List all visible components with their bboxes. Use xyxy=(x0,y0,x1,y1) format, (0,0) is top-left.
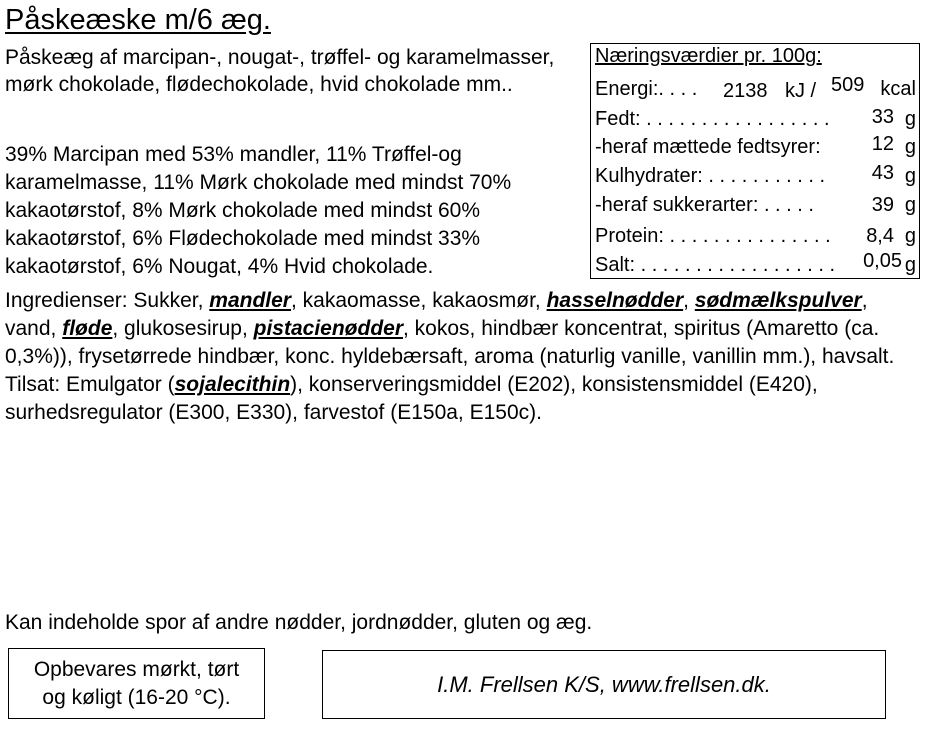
nutrition-unit: g xyxy=(904,225,916,247)
allergen-hazelnuts: hasselnødder xyxy=(546,289,684,312)
nutrition-unit: g xyxy=(904,165,916,187)
nutrition-unit: g xyxy=(904,194,916,216)
energy-kj-unit: kJ / xyxy=(785,80,817,102)
allergen-soy-lecithin: sojalecithin xyxy=(174,373,291,396)
composition-line: 39% Marcipan med 53% mandler, 11% Trøffel-og xyxy=(5,143,462,166)
ingredients-segment: , kakaomasse, kakaosmør, xyxy=(290,289,547,312)
nutrition-unit: g xyxy=(904,136,916,158)
nutrition-unit: g xyxy=(904,254,916,276)
nutrition-value: 39 xyxy=(871,194,894,216)
nutrition-row-protein xyxy=(595,225,916,253)
nutrition-row-energy xyxy=(595,74,916,106)
storage-line: og køligt (16-20 °C). xyxy=(42,685,231,709)
product-title: Påskeæske m/6 æg. xyxy=(5,4,271,36)
storage-box xyxy=(8,648,265,719)
allergen-cream: fløde xyxy=(62,317,113,340)
allergen-pistachios: pistacienødder xyxy=(253,317,404,340)
composition-line: kakaotørstof, 6% Flødechokolade med mindst 33% xyxy=(5,227,481,250)
traces-warning: Kan indeholde spor af andre nødder, jordnødder, gluten og æg. xyxy=(5,611,593,634)
nutrition-label: -heraf mættede fedtsyrer: xyxy=(595,136,821,158)
energy-kcal-value: 509 xyxy=(831,74,865,96)
nutrition-unit: g xyxy=(904,108,916,130)
composition-line: karamelmasse, 11% Mørk chokolade med mindst 70% xyxy=(5,171,512,194)
nutrition-value: 0,05 xyxy=(863,250,902,272)
energy-kj-value: 2138 xyxy=(723,80,768,102)
ingredients-segment: ), konserveringsmiddel (E202), konsistensmiddel (E420), surhedsregulator (E300, E330), farvestof (E150a, E150c). xyxy=(5,373,818,424)
nutrition-label: Energi:. . . . xyxy=(595,78,698,100)
nutrition-row-fat xyxy=(595,108,916,136)
storage-line: Opbevares mørkt, tørt xyxy=(33,657,240,681)
nutrition-table xyxy=(590,43,920,279)
ingredients-segment: , glukosesirup, xyxy=(112,317,254,340)
composition-line: kakaotørstof, 8% Mørk chokolade med mindst 60% xyxy=(5,199,481,222)
composition-text xyxy=(5,141,585,281)
nutrition-label: Kulhydrater: . . . . . . . . . . . xyxy=(595,165,826,187)
ingredients-segment: , xyxy=(683,289,695,312)
ingredients-segment: , vand, xyxy=(5,289,868,340)
allergen-whole-milk-powder: sødmælkspulver xyxy=(694,289,862,312)
manufacturer-box xyxy=(322,650,886,719)
nutrition-row-carbohydrates xyxy=(595,162,916,193)
nutrition-row-sugars xyxy=(595,194,916,222)
nutrition-row-salt xyxy=(595,252,916,280)
nutrition-row-saturated-fat xyxy=(595,133,916,164)
ingredients-segment: , kokos, hindbær koncentrat, spiritus (Amaretto (ca. 0,3%)), frysetørrede hindbær, konc. hyldebærsaft, aroma (naturlig vanille, vanillin mm.), havsalt. Tilsat: Emulgator ( xyxy=(5,317,895,396)
energy-kcal-unit: kcal xyxy=(880,78,916,100)
nutrition-label: Salt: . . . . . . . . . . . . . . . . . . xyxy=(595,254,836,276)
nutrition-value: 12 xyxy=(871,133,894,155)
nutrition-title: Næringsværdier pr. 100g: xyxy=(595,45,822,67)
composition-line: kakaotørstof, 6% Nougat, 4% Hvid chokolade. xyxy=(5,255,434,278)
product-description: Påskeæg af marcipan-, nougat-, trøffel- og karamelmasser, mørk chokolade, flødechokolade, hvid chokolade mm.. xyxy=(5,46,555,96)
nutrition-label: Fedt: . . . . . . . . . . . . . . . . . xyxy=(595,108,830,130)
ingredients-segment: Ingredienser: Sukker, xyxy=(5,289,210,312)
nutrition-label: Protein: . . . . . . . . . . . . . . . xyxy=(595,225,831,247)
manufacturer-text: I.M. Frellsen K/S, www.frellsen.dk. xyxy=(437,671,771,697)
nutrition-value: 8,4 xyxy=(866,225,894,247)
nutrition-label: -heraf sukkerarter: . . . . . xyxy=(595,194,814,216)
allergen-almonds: mandler xyxy=(209,289,291,312)
nutrition-value: 43 xyxy=(871,162,894,184)
ingredients-text xyxy=(5,287,923,427)
nutrition-value: 33 xyxy=(871,106,894,128)
